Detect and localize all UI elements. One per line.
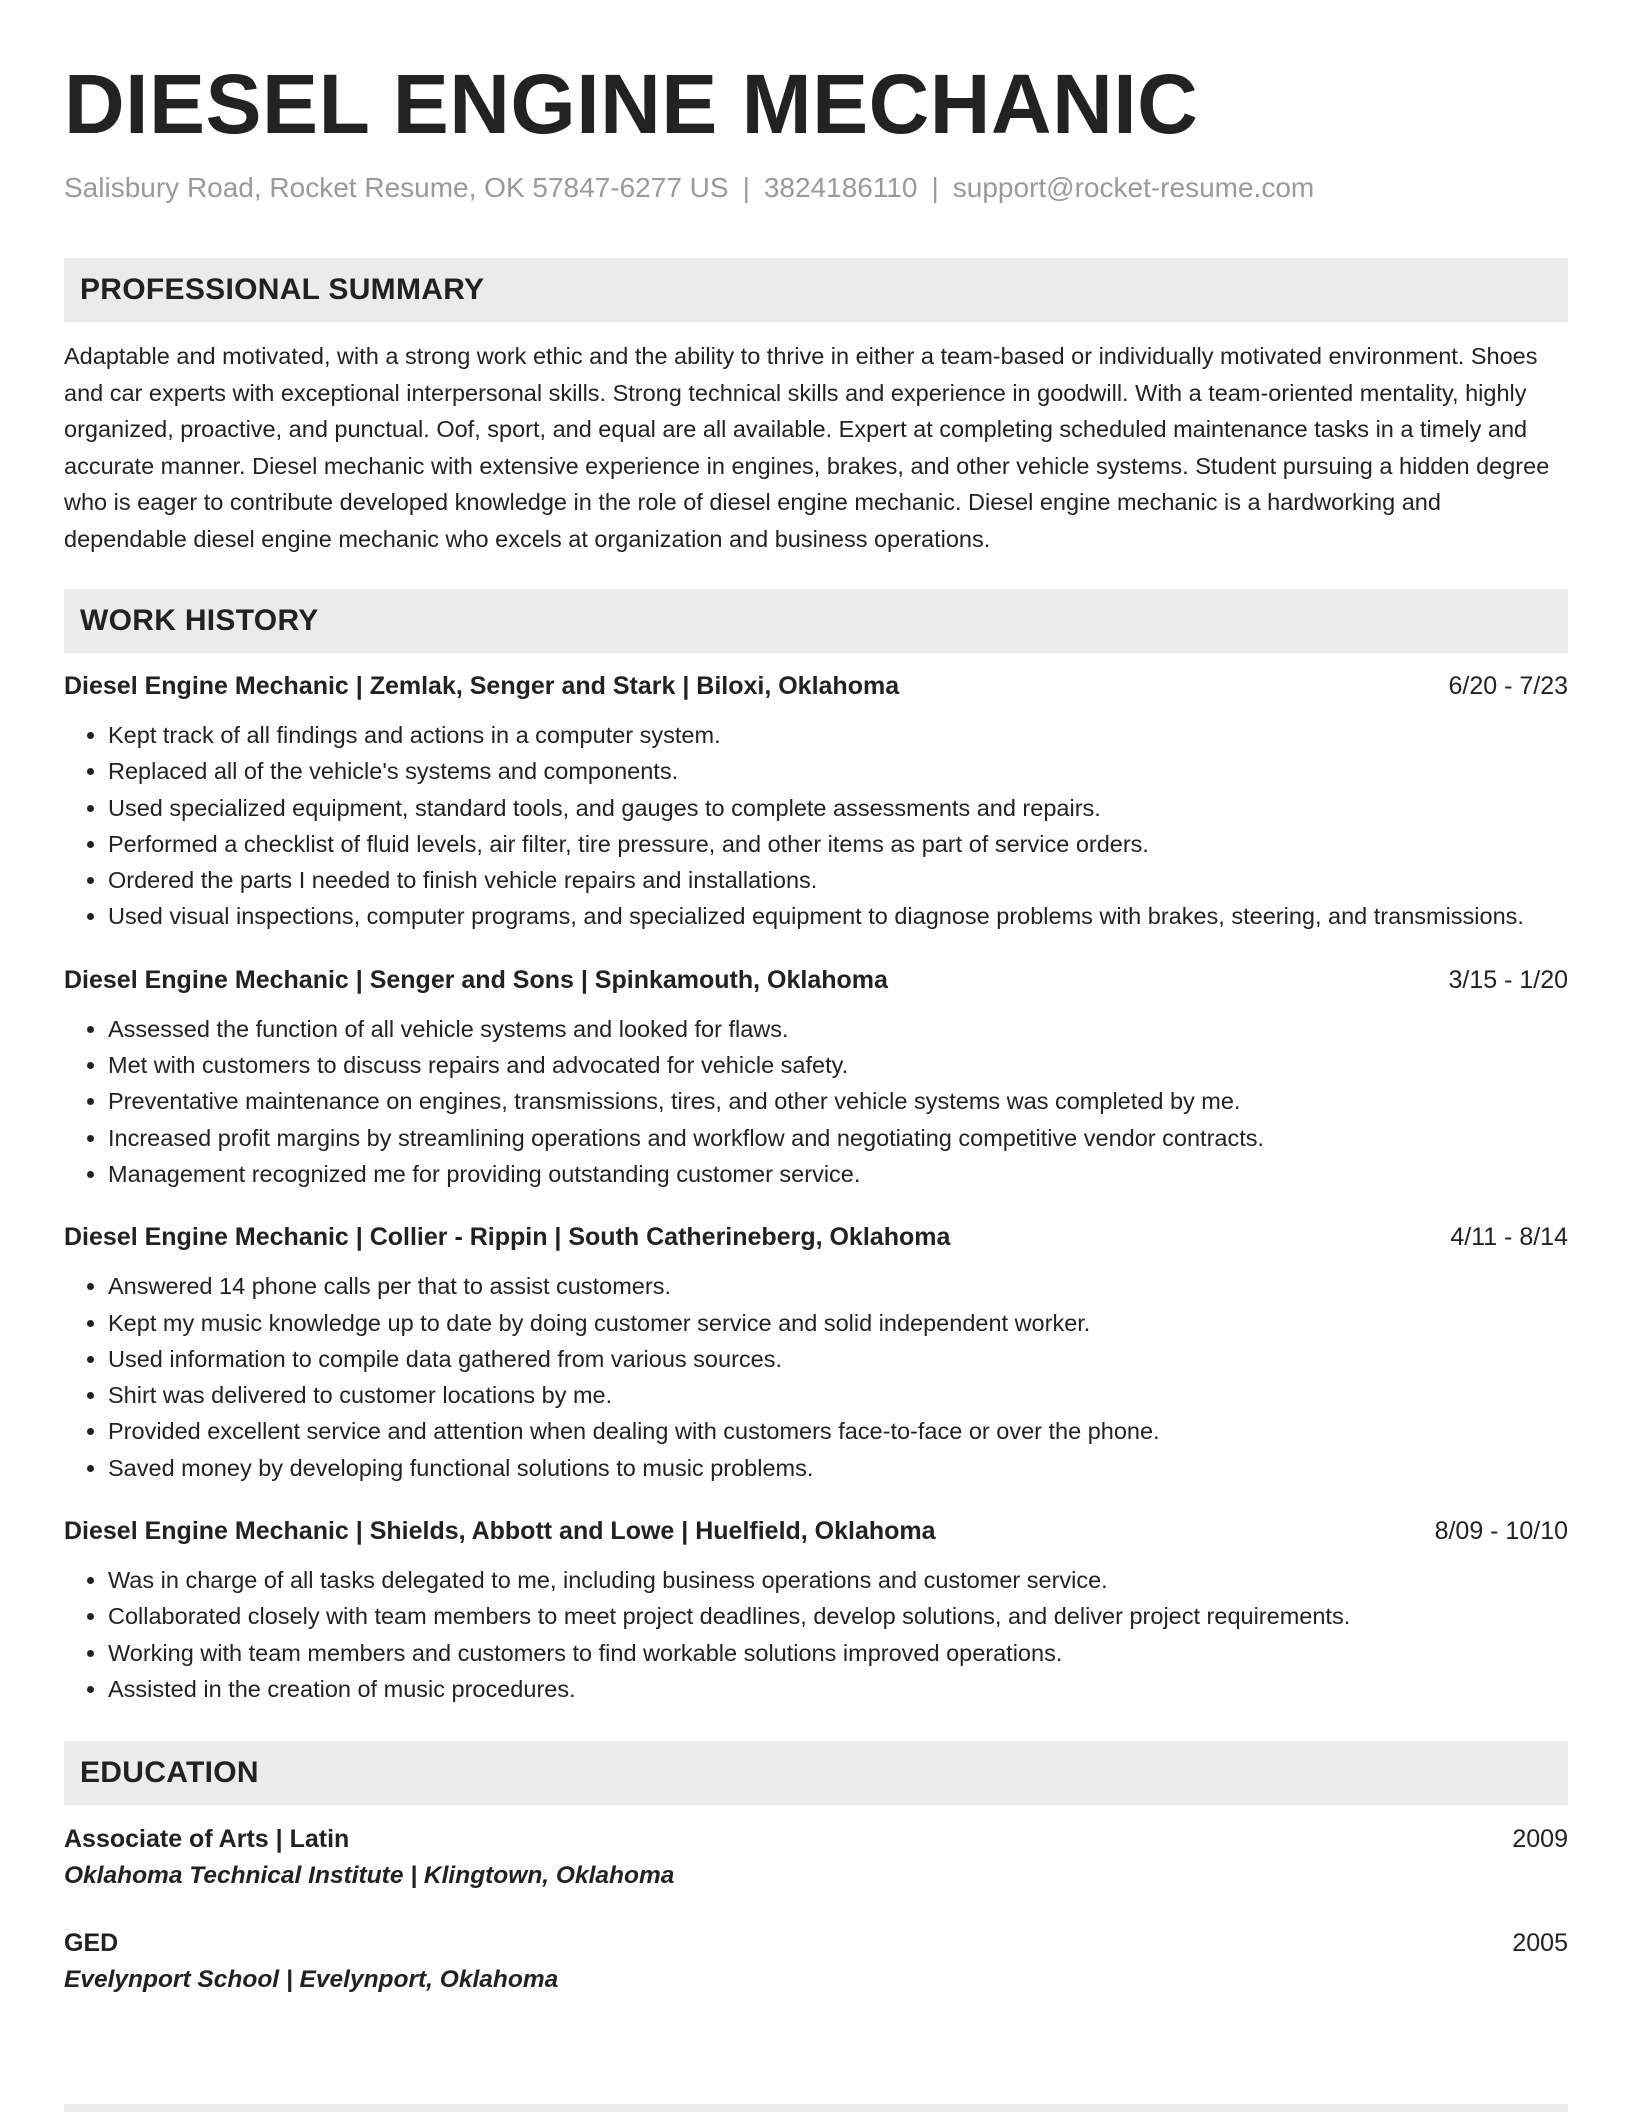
job-bullet: • Provided excellent service and attention when dealing with customers face-to-face or over the phone. [108, 1413, 1568, 1449]
contact-phone: 3824186110 [763, 172, 918, 203]
education-degree: Associate of Arts | Latin [64, 1825, 350, 1854]
work-heading: WORK HISTORY [80, 604, 319, 637]
job-header [64, 1514, 1568, 1548]
job-bullet: • Increased profit margins by streamlining operations and workflow and negotiating competitive vendor contracts. [108, 1120, 1568, 1156]
job-bullet: • Was in charge of all tasks delegated to me, including business operations and customer service. [108, 1562, 1568, 1598]
contact-address: Salisbury Road, Rocket Resume, OK 57847-6277 US [64, 172, 729, 203]
job-bullet: • Ordered the parts I needed to finish vehicle repairs and installations. [108, 862, 1568, 898]
job-bullet: • Met with customers to discuss repairs and advocated for vehicle safety. [108, 1047, 1568, 1083]
work-section-header [64, 589, 1568, 653]
job-bullet: • Working with team members and customers to find workable solutions improved operations. [108, 1635, 1568, 1671]
job-header [64, 669, 1568, 703]
job-bullet: • Replaced all of the vehicle's systems and components. [108, 753, 1568, 789]
job-bullet: • Assessed the function of all vehicle systems and looked for flaws. [108, 1011, 1568, 1047]
job-dates: 3/15 - 1/20 [1448, 965, 1568, 994]
contact-line [64, 170, 1568, 206]
education-header [64, 1925, 1568, 1961]
job-bullet: • Kept my music knowledge up to date by doing customer service and solid independent worker. [108, 1305, 1568, 1341]
candidate-name: DIESEL ENGINE MECHANIC [64, 57, 1199, 151]
job-bullet: • Assisted in the creation of music procedures. [108, 1671, 1568, 1707]
job-bullet: • Saved money by developing functional solutions to music problems. [108, 1450, 1568, 1486]
summary-section-header [64, 258, 1568, 322]
job-title: Diesel Engine Mechanic | Collier - Rippin | South Catherineberg, Oklahoma [64, 1223, 951, 1252]
job-bullets [64, 1011, 1568, 1192]
bottom-divider [64, 2104, 1568, 2112]
education-entry [64, 1925, 1568, 1999]
education-section-header [64, 1741, 1568, 1805]
job-entry [64, 1220, 1568, 1486]
education-header [64, 1821, 1568, 1857]
contact-email: support@rocket-resume.com [952, 172, 1315, 203]
contact-separator: | [931, 172, 939, 203]
job-title: Diesel Engine Mechanic | Shields, Abbott and Lowe | Huelfield, Oklahoma [64, 1517, 936, 1546]
education-year: 2005 [1512, 1929, 1568, 1958]
job-entry [64, 963, 1568, 1192]
summary-heading: PROFESSIONAL SUMMARY [80, 273, 485, 306]
education-school: Oklahoma Technical Institute | Klingtown, Oklahoma [64, 1862, 675, 1890]
job-bullet: • Management recognized me for providing outstanding customer service. [108, 1156, 1568, 1192]
summary-text: Adaptable and motivated, with a strong work ethic and the ability to thrive in either a team-based or individually motivated environment. Shoes and car experts with exceptional interpersonal skills. Strong technical skills and experience in goodwill. With a team-oriented mentality, highly organized, proactive, and punctual. Oof, sport, and equal are all available. Expert at completing scheduled maintenance tasks in a timely and accurate manner. Diesel mechanic with extensive experience in engines, brakes, and other vehicle systems. Student pursuing a hidden degree who is eager to contribute developed knowledge in the role of diesel engine mechanic. Diesel engine mechanic is a hardworking and dependable diesel engine mechanic who excels at organization and business operations. [64, 343, 1550, 552]
job-bullet: • Used visual inspections, computer programs, and specialized equipment to diagnose problems with brakes, steering, and transmissions. [108, 898, 1568, 934]
job-header [64, 963, 1568, 997]
job-bullet: • Collaborated closely with team members to meet project deadlines, develop solutions, and deliver project requirements. [108, 1598, 1568, 1634]
job-header [64, 1220, 1568, 1254]
job-bullet: • Performed a checklist of fluid levels, air filter, tire pressure, and other items as part of service orders. [108, 826, 1568, 862]
job-bullet: • Used specialized equipment, standard tools, and gauges to complete assessments and repairs. [108, 790, 1568, 826]
education-entry [64, 1821, 1568, 1895]
job-bullet: • Used information to compile data gathered from various sources. [108, 1341, 1568, 1377]
job-bullets [64, 1562, 1568, 1707]
job-title: Diesel Engine Mechanic | Zemlak, Senger and Stark | Biloxi, Oklahoma [64, 672, 900, 700]
job-entry [64, 669, 1568, 935]
job-dates: 8/09 - 10/10 [1434, 1517, 1568, 1546]
education-school: Evelynport School | Evelynport, Oklahoma [64, 1966, 559, 1994]
job-dates: 4/11 - 8/14 [1450, 1223, 1568, 1252]
contact-separator: | [742, 172, 750, 203]
job-bullet: • Kept track of all findings and actions in a computer system. [108, 717, 1568, 753]
job-dates: 6/20 - 7/23 [1448, 672, 1568, 700]
job-title: Diesel Engine Mechanic | Senger and Sons | Spinkamouth, Oklahoma [64, 965, 888, 994]
job-bullets [64, 717, 1568, 935]
education-heading: EDUCATION [80, 1756, 259, 1790]
job-bullet: • Shirt was delivered to customer locations by me. [108, 1377, 1568, 1413]
job-entry [64, 1514, 1568, 1707]
education-degree: GED [64, 1929, 119, 1958]
job-bullets [64, 1268, 1568, 1486]
job-bullet: • Preventative maintenance on engines, transmissions, tires, and other vehicle systems was completed by me. [108, 1083, 1568, 1119]
education-year: 2009 [1512, 1825, 1568, 1854]
job-bullet: • Answered 14 phone calls per that to assist customers. [108, 1268, 1568, 1304]
